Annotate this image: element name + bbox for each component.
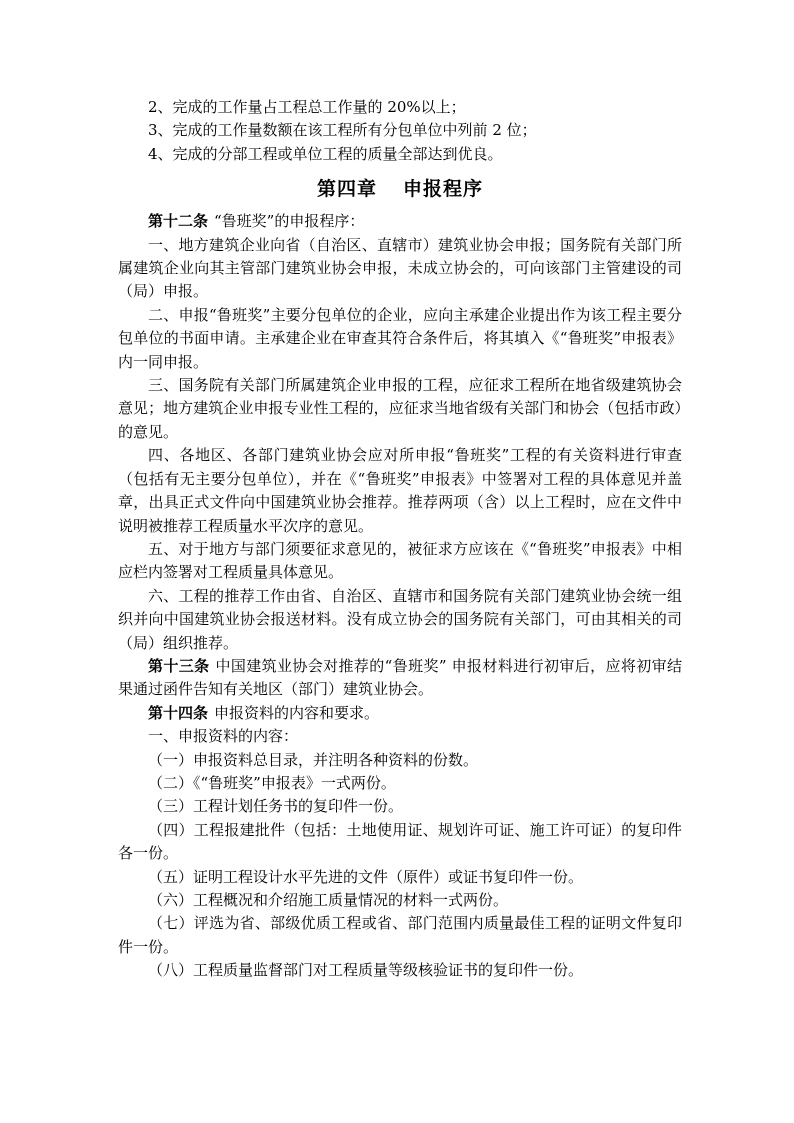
article-text: “鲁班奖”的申报程序： — [214, 212, 365, 231]
paragraph: 六、工程的推荐工作由省、自治区、直辖市和国务院有关部门建筑业协会统一组织并向中国建筑业协会报送材料。没有成立协会的国务院有关部门，可由其相关的司（局）组织推荐。 — [118, 586, 682, 652]
paragraph: 三、国务院有关部门所属建筑企业申报的工程，应征求工程所在地省级建筑协会意见；地方建筑企业申报专业性工程的，应征求当地省级有关部门和协会（包括市政）的意见。 — [118, 376, 682, 441]
list-item: （八）工程质量监督部门对工程质量等级核验证书的复印件一份。 — [148, 961, 584, 980]
paragraph: 一、申报资料的内容： — [148, 727, 299, 746]
list-item: 3、完成的工作量数额在该工程所有分包单位中列前 2 位； — [148, 121, 537, 140]
article-12-heading — [118, 210, 682, 233]
list-item: （二）《“鲁班奖”申报表》一式两份。 — [148, 773, 396, 792]
article-text: 申报资料的内容和要求。 — [214, 703, 380, 722]
paragraph: 一、地方建筑企业向省（自治区、直辖市）建筑业协会申报；国务院有关部门所属建筑企业向其主管部门建筑业协会申报，未成立协会的，可向该部门主管建设的司（局）申报。 — [118, 235, 682, 301]
chapter-title: 申报程序 — [403, 178, 484, 201]
document-body — [118, 96, 682, 983]
list-item: 2、完成的工作量占工程总工作量的 20%以上； — [148, 98, 466, 116]
list-item: （七）评选为省、部级优质工程或省、部门范围内质量最佳工程的证明文件复印件一份。 — [118, 914, 682, 956]
article-label: 第十三条 — [148, 656, 210, 675]
list-item: （五）证明工程设计水平先进的文件（原件）或证书复印件一份。 — [148, 867, 584, 886]
paragraph: 二、申报“鲁班奖”主要分包单位的企业，应向主承建企业提出作为该工程主要分包单位的书面申请。主承建企业在审查其符合条件后，将其填入《“鲁班奖”申报表》内一同申报。 — [118, 305, 682, 371]
list-item: 4、完成的分部工程或单位工程的质量全部达到优良。 — [148, 144, 503, 163]
article-text: 中国建筑业协会对推荐的“鲁班奖” 申报材料进行初审后，应将初审结果通过函件告知有关地区（部门）建筑业协会。 — [118, 656, 682, 699]
paragraph: 五、对于地方与部门须要征求意见的，被征求方应该在《“鲁班奖”申报表》中相应栏内签署对工程质量具体意见。 — [118, 539, 682, 582]
list-item: （四）工程报建批件（包括：土地使用证、规划许可证、施工许可证）的复印件各一份。 — [118, 820, 682, 863]
chapter-heading — [118, 176, 682, 202]
list-item: （六）工程概况和介绍施工质量情况的材料一式两份。 — [148, 891, 509, 909]
chapter-number: 第四章 — [316, 178, 377, 201]
article-label: 第十二条 — [148, 212, 209, 231]
list-item: （一）申报资料总目录，并注明各种资料的份数。 — [148, 750, 479, 769]
article-label: 第十四条 — [148, 703, 209, 722]
article-14-heading — [118, 702, 682, 725]
paragraph: 四、各地区、各部门建筑业协会应对所申报“鲁班奖”工程的有关资料进行审查（包括有无主要分包单位），并在《“鲁班奖”申报表》中签署对工程的具体意见并盖章，出具正式文件向中国建筑业协会推荐。推荐两项（含）以上工程时，应在文件中说明被推荐工程质量水平次序的意见。 — [118, 446, 682, 535]
article-13 — [118, 655, 682, 702]
list-item: （三）工程计划任务书的复印件一份。 — [148, 797, 404, 816]
